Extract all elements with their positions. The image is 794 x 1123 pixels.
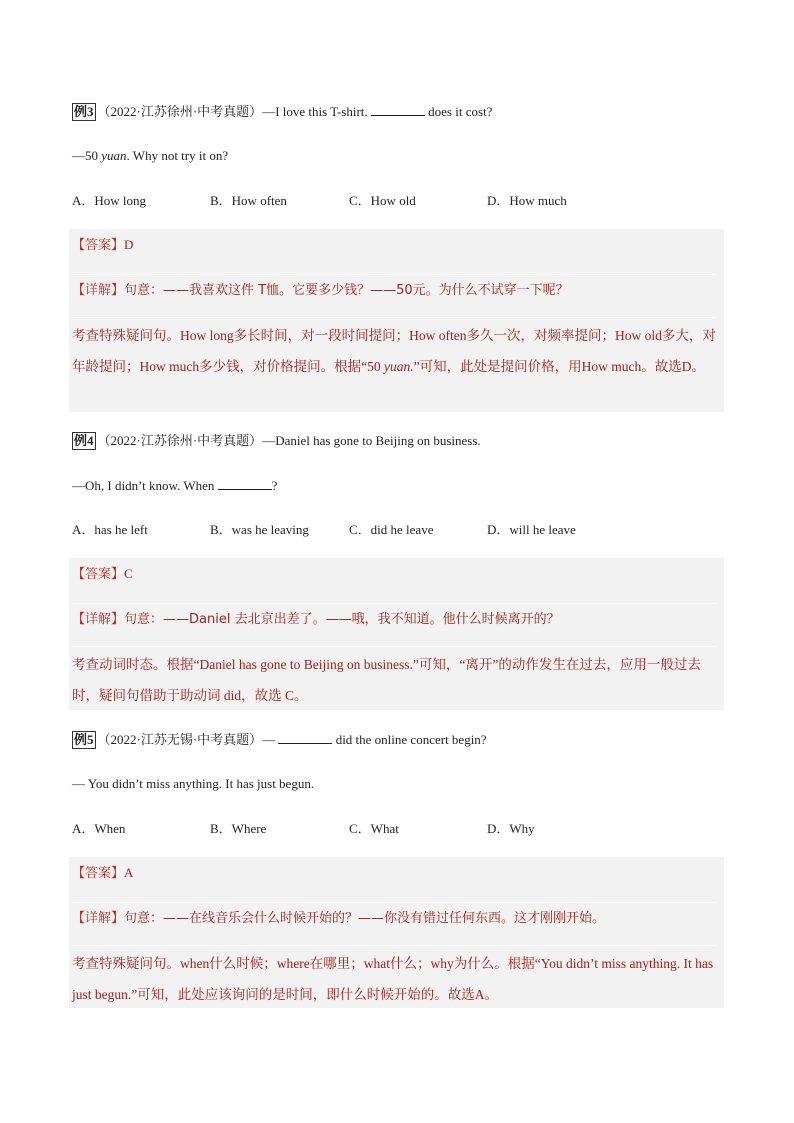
detail-text: 句意：——Daniel 去北京出差了。——哦，我不知道。他什么时候离开的？ — [124, 612, 560, 627]
analysis-row — [72, 317, 716, 382]
analysis-text: 考查动词时态。根据“Daniel has gone to Beijing on business.”可知，“离开”的动作发生在过去，应用一般过去时，疑问句借助于助动词 did，故选 C。 — [72, 657, 701, 703]
answer-value: A — [124, 865, 134, 880]
stem-text: did the online concert begin? — [335, 732, 487, 747]
option-a: A．How long — [72, 193, 147, 208]
analysis-row — [72, 945, 716, 1010]
answer-blank — [371, 114, 425, 116]
option-d: D．Why — [487, 821, 535, 836]
analysis-text: ”可知，此处是提问价格，用How much。故选D。 — [413, 359, 705, 374]
question-3-options — [72, 191, 722, 211]
question-3-line2 — [72, 146, 228, 166]
answer-row — [72, 564, 716, 584]
stem-text: —Daniel has gone to Beijing on business. — [262, 433, 481, 448]
question-5-stem — [72, 730, 487, 750]
stem-text: — You didn’t miss anything. It has just begun. — [72, 776, 315, 791]
stem-text: —I love this T-shirt. — [262, 104, 368, 119]
detail-row — [72, 902, 716, 929]
analysis-text: 考查特殊疑问句。when什么时候；where在哪里；what什么；why为什么。根据“You didn’t miss anything. It has just begun.”可知，此处应该询问的是时间，即什么时候开始的。故选A。 — [72, 956, 714, 1002]
question-5-line2 — [72, 774, 314, 794]
answer-value: C — [124, 566, 133, 581]
stem-italic: yuan — [101, 148, 127, 163]
question-tag: 例3 — [74, 104, 94, 119]
stem-text: does it cost? — [428, 104, 493, 119]
option-c: C．What — [349, 821, 399, 836]
detail-label: 【详解】 — [72, 612, 125, 627]
analysis-row — [72, 646, 716, 711]
stem-text: — — [262, 732, 276, 747]
answer-blank — [278, 742, 332, 744]
question-tag: 例5 — [74, 732, 94, 747]
detail-label: 【详解】 — [72, 283, 125, 298]
question-4-answer-panel — [69, 558, 724, 710]
question-4-options — [72, 520, 722, 540]
detail-row — [72, 603, 716, 630]
option-d: D．will he leave — [487, 522, 576, 537]
question-4-stem — [72, 431, 481, 451]
analysis-text: 考查特殊疑问句。How long多长时间，对一段时间提问；How often多久一次，对频率提问；How old多大，对年龄提问；How much多少钱，对价格提问。根据“50 — [72, 328, 716, 374]
question-4-line2 — [72, 476, 277, 496]
option-c: C．did he leave — [349, 522, 434, 537]
option-b: B．was he leaving — [210, 522, 309, 537]
option-c: C．How old — [349, 193, 416, 208]
question-3-stem — [72, 102, 492, 122]
detail-text: 句意：——在线音乐会什么时候开始的？——你没有错过任何东西。这才刚刚开始。 — [124, 911, 606, 926]
question-source: （2022·江苏徐州·中考真题） — [97, 433, 263, 448]
stem-text: —50 — [72, 148, 102, 163]
analysis-italic: yuan. — [383, 359, 414, 374]
answer-label: 【答案】 — [72, 865, 125, 880]
question-5-answer-panel — [69, 857, 724, 1008]
detail-text: 句意：——我喜欢这件 T恤。它要多少钱？——50元。为什么不试穿一下呢？ — [124, 283, 569, 298]
answer-row — [72, 235, 716, 255]
stem-text: —Oh, I didn’t know. When — [72, 478, 215, 493]
answer-blank — [218, 488, 272, 490]
question-source: （2022·江苏徐州·中考真题） — [97, 104, 263, 119]
answer-label: 【答案】 — [72, 237, 125, 252]
option-d: D．How much — [487, 193, 567, 208]
answer-label: 【答案】 — [72, 566, 125, 581]
question-3-answer-panel — [69, 229, 724, 412]
question-source: （2022·江苏无锡·中考真题） — [97, 732, 263, 747]
option-b: B．How often — [210, 193, 287, 208]
detail-row — [72, 274, 716, 301]
option-b: B．Where — [210, 821, 267, 836]
answer-row — [72, 863, 716, 883]
option-a: A．When — [72, 821, 126, 836]
detail-label: 【详解】 — [72, 911, 125, 926]
stem-text: ? — [271, 478, 278, 493]
answer-value: D — [124, 237, 134, 252]
question-tag: 例4 — [74, 433, 94, 448]
question-5-options — [72, 819, 722, 839]
option-a: A．has he left — [72, 522, 148, 537]
stem-text: . Why not try it on? — [126, 148, 229, 163]
